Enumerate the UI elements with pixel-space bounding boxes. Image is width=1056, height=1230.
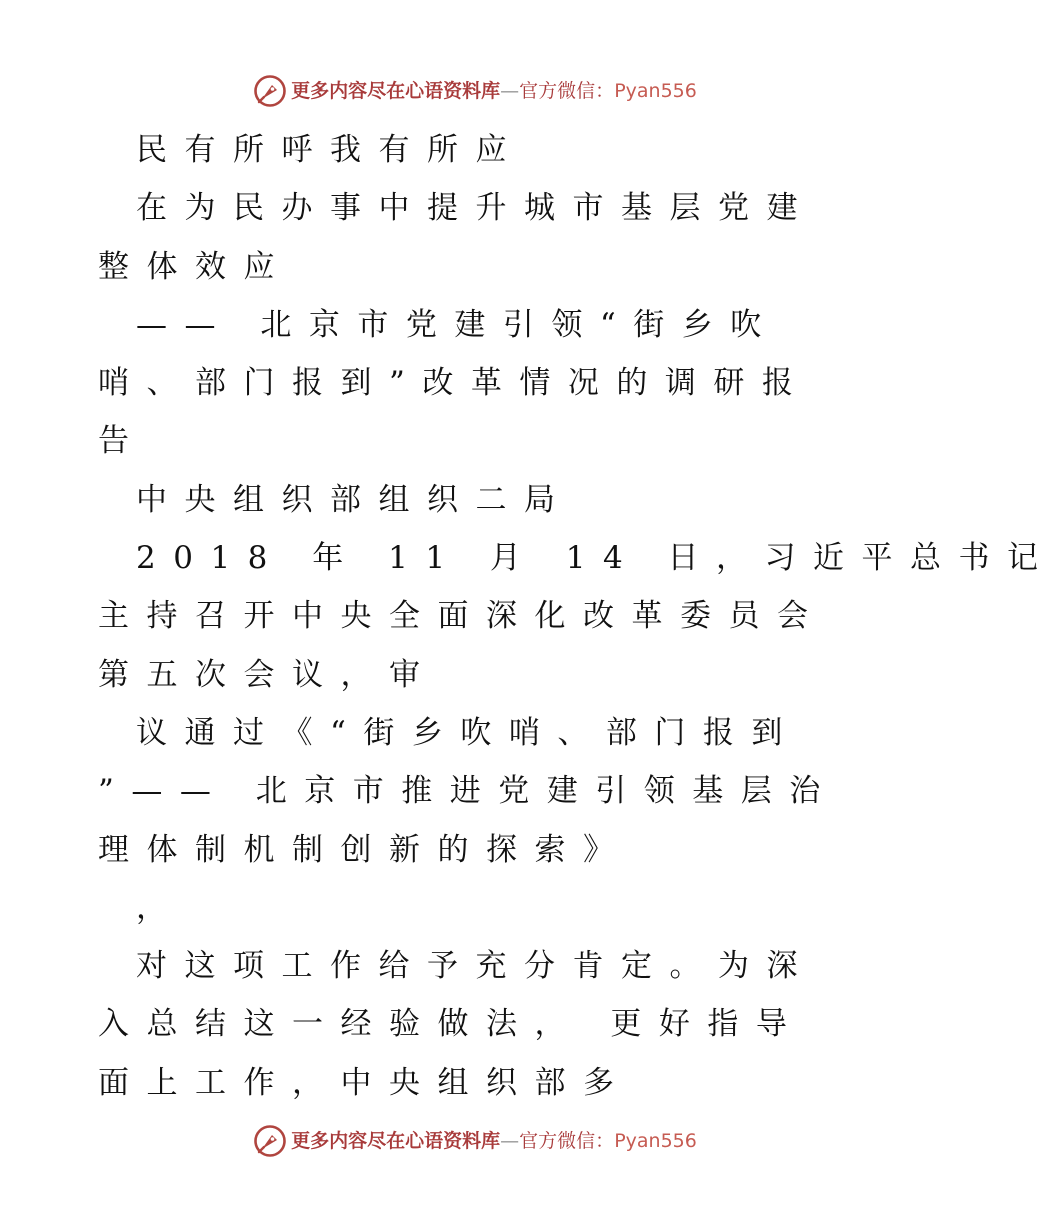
header-site-name: 更多内容尽在心语资料库 [291,79,501,102]
text-line-paragraph-10: 面上工作，中央组织部多 [98,1064,632,1101]
header-wechat-id: Pyan556 [614,79,697,102]
footer-watermark-text [291,1129,697,1152]
text-line-author: 中央组织部组织二局 [136,481,573,518]
text-line-paragraph-3: 第五次会议，审 [98,656,438,693]
footer-wechat-id: Pyan556 [614,1129,697,1152]
header-watermark [0,71,950,111]
header-separator: — [500,79,520,102]
text-line-paragraph-5: ”—— 北京市推进党建引领基层治 [98,773,838,810]
text-line-paragraph-6: 理体制机制创新的探索》 [98,831,632,868]
pen-nib-logo-icon [253,74,287,108]
text-line-paragraph-7: ， [136,889,185,926]
text-line-paragraph-1: 2018 年 11 月 14 日，习近平总书记 [136,540,1056,577]
text-line-subtitle-4: 哨、部门报到”改革情况的调研报 [98,365,811,402]
header-watermark-text [291,79,697,102]
text-line-paragraph-8: 对这项工作给予充分肯定。为深 [136,948,815,985]
pen-nib-logo-icon [253,1124,287,1158]
header-wechat-label: 官方微信： [519,79,615,102]
footer-watermark [0,1121,950,1161]
text-line-paragraph-4: 议通过《“街乡吹哨、部门报到 [136,714,800,751]
text-line-subtitle-1: 在为民办事中提升城市基层党建 [136,190,815,227]
text-line-subtitle-3: —— 北京市党建引领“街乡吹 [136,306,779,343]
footer-separator: — [500,1129,520,1152]
document-body [98,121,1056,1112]
text-line-subtitle-2: 整体效应 [98,248,292,285]
text-line-title: 民有所呼我有所应 [136,132,524,168]
text-line-subtitle-5: 告 [98,423,147,460]
footer-wechat-label: 官方微信： [519,1129,615,1152]
text-line-paragraph-2: 主持召开中央全面深化改革委员会 [98,598,826,635]
text-line-paragraph-9: 入总结这一经验做法， 更好指导 [98,1006,805,1043]
footer-site-name: 更多内容尽在心语资料库 [291,1129,501,1152]
